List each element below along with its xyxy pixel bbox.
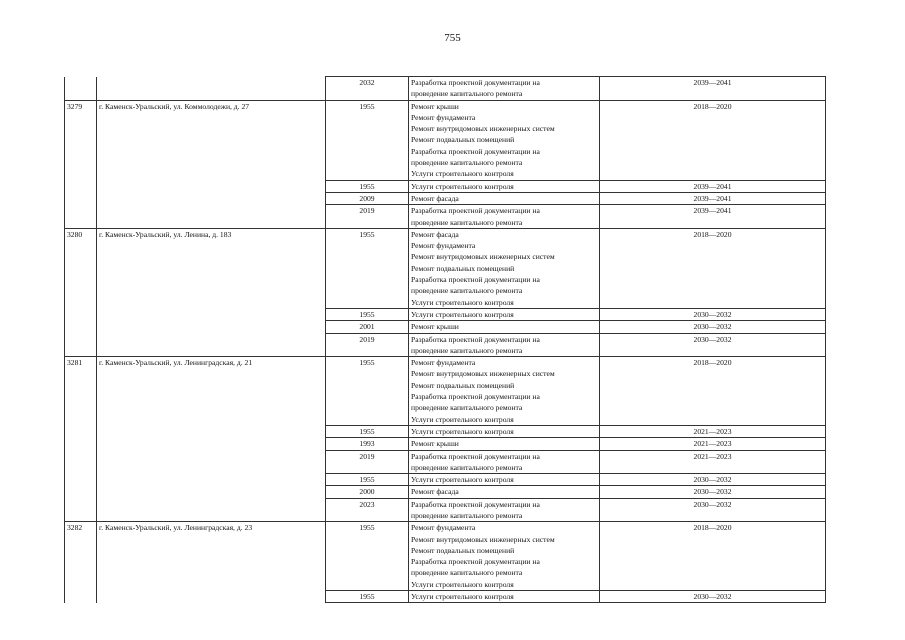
row-year: 1955	[326, 425, 409, 437]
row-period: 2030—2032	[600, 498, 826, 522]
row-address	[97, 192, 326, 204]
row-address	[97, 205, 326, 229]
row-work-type: Разработка проектной документации на проведение капитального ремонта	[409, 333, 600, 357]
row-year: 2019	[326, 450, 409, 474]
page-number: 755	[444, 32, 461, 44]
row-work-type: Ремонт крыши	[409, 321, 600, 333]
row-work-type: Услуги строительного контроля	[409, 425, 600, 437]
row-year: 1955	[326, 100, 409, 180]
row-number	[65, 438, 97, 450]
row-number	[65, 77, 97, 101]
row-period: 2018—2020	[600, 522, 826, 591]
table-row	[65, 205, 826, 229]
row-period: 2018—2020	[600, 100, 826, 180]
table-row	[65, 498, 826, 522]
table-row	[65, 486, 826, 498]
row-work-type: Ремонт крыши Ремонт фундамента Ремонт внутридомовых инженерных систем Ремонт подвальных помещений Разработка проектной документации на проведение капитального ремонта Услуги строительного контроля	[409, 100, 600, 180]
row-number	[65, 486, 97, 498]
row-address	[97, 425, 326, 437]
row-period: 2030—2032	[600, 333, 826, 357]
row-period: 2030—2032	[600, 474, 826, 486]
row-year: 1955	[326, 474, 409, 486]
row-address: г. Каменск-Уральский, ул. Коммолодежи, д. 27	[97, 100, 326, 180]
row-year: 1955	[326, 522, 409, 591]
row-work-type: Разработка проектной документации на проведение капитального ремонта	[409, 205, 600, 229]
row-work-type: Ремонт фасада	[409, 486, 600, 498]
row-address: г. Каменск-Уральский, ул. Ленинградская, д. 21	[97, 357, 326, 426]
table-row	[65, 425, 826, 437]
row-work-type: Ремонт фасада Ремонт фундамента Ремонт внутридомовых инженерных систем Ремонт подвальных помещений Разработка проектной документации на проведение капитального ремонта Услуги строительного контроля	[409, 228, 600, 308]
row-period: 2039—2041	[600, 205, 826, 229]
row-period: 2030—2032	[600, 321, 826, 333]
row-year: 1955	[326, 308, 409, 320]
table-row	[65, 474, 826, 486]
row-year: 2001	[326, 321, 409, 333]
row-address	[97, 591, 326, 603]
table-row	[65, 357, 826, 426]
row-period: 2039—2041	[600, 192, 826, 204]
row-number	[65, 591, 97, 603]
row-address	[97, 333, 326, 357]
row-period: 2018—2020	[600, 228, 826, 308]
row-address	[97, 486, 326, 498]
table-row	[65, 333, 826, 357]
row-number: 3280	[65, 228, 97, 308]
row-number	[65, 425, 97, 437]
row-address	[97, 498, 326, 522]
row-period: 2021—2023	[600, 425, 826, 437]
table-row	[65, 450, 826, 474]
row-work-type: Услуги строительного контроля	[409, 474, 600, 486]
row-work-type: Услуги строительного контроля	[409, 308, 600, 320]
table-row	[65, 308, 826, 320]
row-address	[97, 321, 326, 333]
row-year: 1955	[326, 591, 409, 603]
row-number	[65, 180, 97, 192]
row-year: 2009	[326, 192, 409, 204]
row-address: г. Каменск-Уральский, ул. Ленина, д. 183	[97, 228, 326, 308]
row-number: 3282	[65, 522, 97, 591]
row-address	[97, 438, 326, 450]
row-number	[65, 333, 97, 357]
table-body	[65, 77, 826, 603]
row-work-type: Услуги строительного контроля	[409, 591, 600, 603]
row-period: 2030—2032	[600, 486, 826, 498]
row-address	[97, 450, 326, 474]
row-year: 2023	[326, 498, 409, 522]
row-work-type: Разработка проектной документации на проведение капитального ремонта	[409, 77, 600, 101]
row-number	[65, 498, 97, 522]
row-number	[65, 450, 97, 474]
row-number	[65, 474, 97, 486]
row-address	[97, 474, 326, 486]
row-year: 1993	[326, 438, 409, 450]
row-work-type: Ремонт фундамента Ремонт внутридомовых инженерных систем Ремонт подвальных помещений Разработка проектной документации на проведение капитального ремонта Услуги строительного контроля	[409, 522, 600, 591]
table-row	[65, 180, 826, 192]
row-number: 3281	[65, 357, 97, 426]
row-number: 3279	[65, 100, 97, 180]
table-row	[65, 77, 826, 101]
table-row	[65, 192, 826, 204]
row-year: 2019	[326, 205, 409, 229]
row-work-type: Разработка проектной документации на проведение капитального ремонта	[409, 498, 600, 522]
row-number	[65, 321, 97, 333]
row-period: 2021—2023	[600, 438, 826, 450]
row-work-type: Ремонт фасада	[409, 192, 600, 204]
row-number	[65, 205, 97, 229]
row-year: 2019	[326, 333, 409, 357]
table-row	[65, 438, 826, 450]
row-period: 2018—2020	[600, 357, 826, 426]
table-row	[65, 321, 826, 333]
row-year: 1955	[326, 180, 409, 192]
row-period: 2030—2032	[600, 591, 826, 603]
row-work-type: Разработка проектной документации на проведение капитального ремонта	[409, 450, 600, 474]
table-row	[65, 228, 826, 308]
row-work-type: Ремонт крыши	[409, 438, 600, 450]
row-year: 2000	[326, 486, 409, 498]
capital-repair-table	[64, 76, 826, 603]
row-work-type: Ремонт фундамента Ремонт внутридомовых инженерных систем Ремонт подвальных помещений Разработка проектной документации на проведение капитального ремонта Услуги строительного контроля	[409, 357, 600, 426]
row-year: 2032	[326, 77, 409, 101]
table-row	[65, 591, 826, 603]
row-period: 2030—2032	[600, 308, 826, 320]
row-address	[97, 308, 326, 320]
row-number	[65, 192, 97, 204]
row-address	[97, 77, 326, 101]
row-address: г. Каменск-Уральский, ул. Ленинградская, д. 23	[97, 522, 326, 591]
row-year: 1955	[326, 357, 409, 426]
row-year: 1955	[326, 228, 409, 308]
table-row	[65, 100, 826, 180]
row-number	[65, 308, 97, 320]
row-period: 2039—2041	[600, 180, 826, 192]
row-period: 2021—2023	[600, 450, 826, 474]
row-work-type: Услуги строительного контроля	[409, 180, 600, 192]
row-address	[97, 180, 326, 192]
row-period: 2039—2041	[600, 77, 826, 101]
table-row	[65, 522, 826, 591]
